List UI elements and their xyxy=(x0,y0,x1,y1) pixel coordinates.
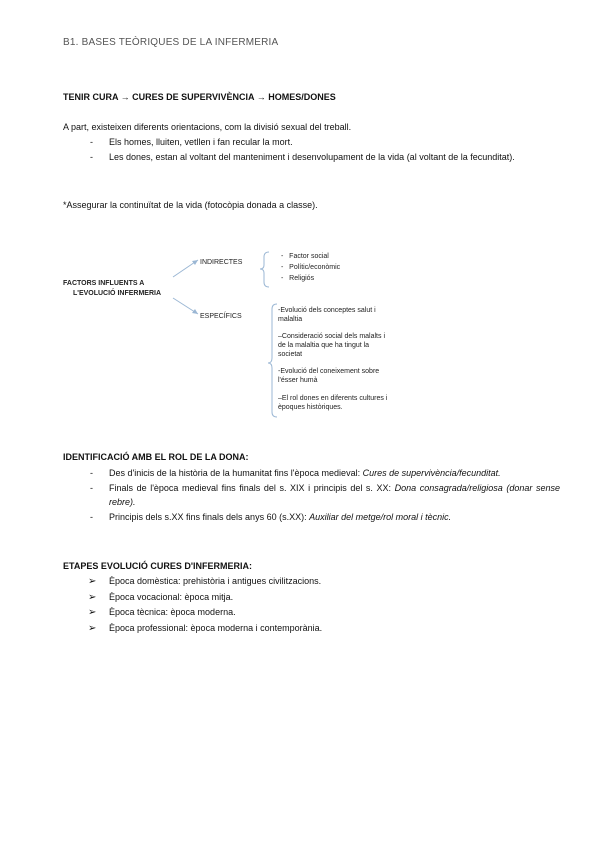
list-item: ➢ Època vocacional: època mitja. xyxy=(88,590,322,606)
dash-bullet: - xyxy=(90,137,93,147)
dash-bullet: - xyxy=(90,512,93,522)
dash-bullet: - xyxy=(90,468,93,478)
arrow-bullet-icon: ➢ xyxy=(88,607,97,618)
specific-item: –Consideració social dels malalts i de la malaltia que ha tingut la societat xyxy=(278,333,385,358)
list-item: ➢ Època domèstica: prehistòria i antigues civilitzacions. xyxy=(88,574,322,590)
list-item xyxy=(90,135,560,149)
list-item: - Principis dels s.XX fins finals dels anys 60 (s.XX): Auxiliar del metge/rol moral i tècnic. xyxy=(90,512,452,522)
specific-item: -Evolució dels conceptes salut i malaltia xyxy=(278,307,376,323)
indirect-item: - Polític/econòmic xyxy=(281,264,341,271)
arrow-head-icon xyxy=(192,260,198,265)
root-label-line1: FACTORS INFLUENTS A xyxy=(63,280,145,287)
page-header: B1. BASES TEÒRIQUES DE LA INFERMERIA xyxy=(63,37,279,48)
especifics-label: ESPECÍFICS xyxy=(200,313,242,320)
arrow-head-icon xyxy=(192,309,198,314)
indirect-item: - Factor social xyxy=(281,253,329,260)
section-title-etapes: ETAPES EVOLUCIÓ CURES D'INFERMERIA: xyxy=(63,561,252,571)
specific-item: -Evolució del coneixement sobre l'ésser humà xyxy=(278,368,380,384)
brace-indirectes xyxy=(260,252,269,287)
indirectes-label: INDIRECTES xyxy=(200,259,243,266)
dash-bullet: - xyxy=(90,483,93,493)
list-item: - Des d'inicis de la història de la humanitat fins l'època medieval: Cures de supervivència/fecunditat. xyxy=(90,468,501,478)
list-item: ➢ Època tècnica: època moderna. xyxy=(88,605,322,621)
section-title-tenir-cura: TENIR CURA → CURES DE SUPERVIVÈNCIA → HOMES/DONES xyxy=(63,92,336,102)
arrow-bullet-icon: ➢ xyxy=(88,622,97,634)
arrow-bullet-icon: ➢ xyxy=(88,591,97,603)
list-item-text: Els homes, lluiten, vetllen i fan recular la mort. xyxy=(109,137,293,147)
list-item: - Finals de l'època medieval fins finals del s. XIX i principis del s. XX: Dona consagrada/religiosa (donar sense rebre). xyxy=(90,483,560,507)
list-item-text: Les dones, estan al voltant del manteniment i desenvolupament de la vida (al voltant de la fecunditat). xyxy=(109,152,515,162)
section1-list xyxy=(90,135,560,165)
arrow-bullet-icon: ➢ xyxy=(88,576,97,587)
dash-bullet: - xyxy=(90,152,93,162)
section-title-identificacio: IDENTIFICACIÓ AMB EL ROL DE LA DONA: xyxy=(63,452,249,462)
root-label-line2: L'EVOLUCIÓ INFERMERIA xyxy=(73,290,161,297)
brace-especifics xyxy=(268,304,277,417)
diagram-connectors xyxy=(63,240,423,420)
section2-list xyxy=(90,466,560,525)
specific-item: –El rol dones en diferents cultures i èpoques històriques. xyxy=(278,395,388,411)
note-paragraph: *Assegurar la continuïtat de la vida (fotocòpia donada a classe). xyxy=(63,200,318,210)
section3-list xyxy=(88,574,322,636)
list-item xyxy=(90,150,560,164)
indirect-item: - Religiós xyxy=(281,275,315,282)
list-item: ➢ Època professional: època moderna i contemporània. xyxy=(88,621,322,637)
intro-paragraph: A part, existeixen diferents orientacions, com la divisió sexual del treball. xyxy=(63,122,352,132)
factors-diagram xyxy=(63,240,423,420)
